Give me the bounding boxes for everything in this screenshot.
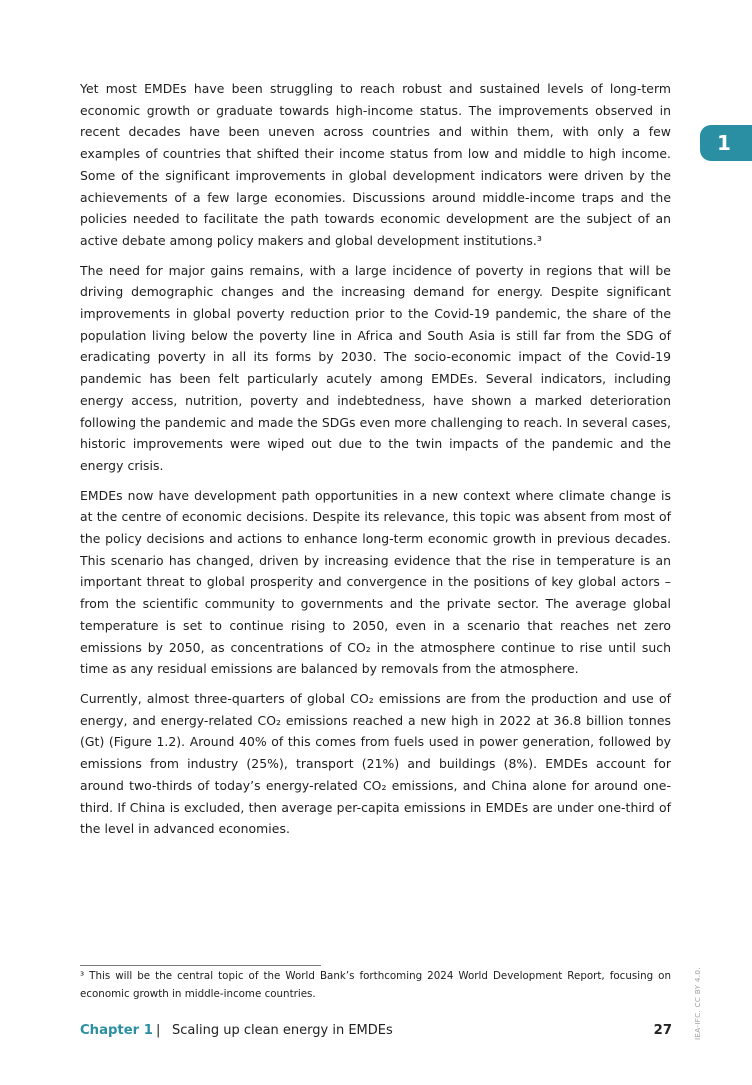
footer-chapter-label: Chapter 1 bbox=[80, 1023, 153, 1038]
paragraph-3: EMDEs now have development path opportunities in a new context where climate change is at the centre of economic decisions. Despite its relevance, this topic was absent from most of the policy decisions and actions to enhance long-term economic growth in previous decades. This scenario has changed, driven by increasing evidence that the rise in temperature is an important threat to global prosperity and convergence in the positions of key global actors – from the scientific community to governments and the private sector. The average global temperature is set to continue rising to 2050, even in a scenario that reaches net zero emissions by 2050, as concentrations of CO₂ in the atmosphere continue to rise until such time as any residual emissions are balanced by removals from the atmosphere. bbox=[80, 487, 671, 677]
page-number: 27 bbox=[653, 1023, 672, 1038]
paragraph-4: Currently, almost three-quarters of global CO₂ emissions are from the production and use of energy, and energy-related CO₂ emissions reached a new high in 2022 at 36.8 billion tonnes (Gt) (Figure 1.2). Around 40% of this comes from fuels used in power generation, followed by emissions from industry (25%), transport (21%) and buildings (8%). EMDEs account for around two-thirds of today’s energy-related CO₂ emissions, and China alone for around one-third. If China is excluded, then average per-capita emissions in EMDEs are under one-third of the level in advanced economies. bbox=[80, 690, 671, 837]
paragraph-2: The need for major gains remains, with a large incidence of poverty in regions that will be driving demographic changes and the increasing demand for energy. Despite significant improvements in global poverty reduction prior to the Covid-19 pandemic, the share of the population living below the poverty line in Africa and South Asia is still far from the SDG of eradicating poverty in all its forms by 2030. The socio-economic impact of the Covid-19 pandemic has been felt particularly acutely among EMDEs. Several indicators, including energy access, nutrition, poverty and indebtedness, have shown a marked deterioration following the pandemic and made the SDGs even more challenging to reach. In several cases, historic improvements were wiped out due to the twin impacts of the pandemic and the energy crisis. bbox=[80, 262, 671, 473]
body-text bbox=[80, 78, 671, 848]
footer-separator: | bbox=[156, 1023, 161, 1038]
footnote: ³ This will be the central topic of the World Bank’s forthcoming 2024 World Development Report, focusing on economic growth in middle-income countries. bbox=[80, 970, 671, 1000]
license-notice: IEA-IFC. CC BY 4.0. bbox=[693, 967, 702, 1040]
chapter-number-tab: 1 bbox=[700, 125, 752, 161]
footer-chapter-title: Scaling up clean energy in EMDEs bbox=[172, 1023, 393, 1038]
paragraph-1: Yet most EMDEs have been struggling to reach robust and sustained levels of long-term economic growth or graduate towards high-income status. The improvements observed in recent decades have been uneven across countries and within them, with only a few examples of countries that shifted their income status from low and middle to high income. Some of the significant improvements in global development indicators were driven by the achievements of a few large economies. Discussions around middle-income traps and the policies needed to facilitate the path towards economic development are the subject of an active debate among policy makers and global development institutions.³ bbox=[80, 81, 671, 248]
footnote-divider bbox=[80, 965, 321, 966]
